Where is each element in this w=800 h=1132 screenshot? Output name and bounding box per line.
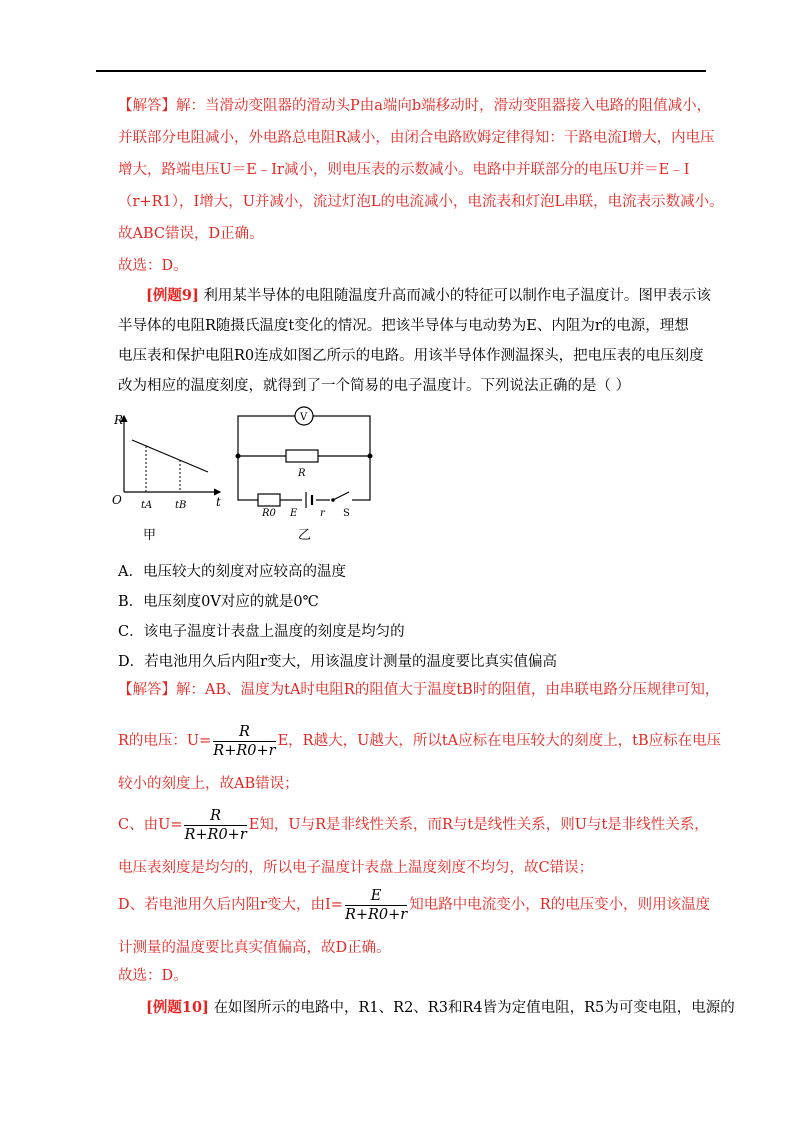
fraction-r-over-sum xyxy=(213,723,275,760)
answer1-line1: 【解答】解：当滑动变阻器的滑动头P由a端向b端移动时，滑动变阻器接入电路的阻值减小， xyxy=(118,98,712,114)
answer2-line6 xyxy=(118,884,710,926)
example9-line2: 半导体的电阻R随摄氏温度t变化的情况。把该半导体与电动势为E、内阻为r的电源，理想 xyxy=(118,318,689,334)
example10-tag: [例题10] xyxy=(146,999,209,1016)
option-d: D．若电池用久后内阻r变大，用该温度计测量的温度要比真实值偏高 xyxy=(118,654,558,670)
r-axis-label: R xyxy=(114,413,124,427)
example10-text1: 在如图所示的电路中，R1、R2、R3和R4皆为定值电阻，R5为可变电阻，电源的 xyxy=(213,1000,735,1016)
example9-line4: 改为相应的温度刻度，就得到了一个简易的电子温度计。下列说法正确的是（ ） xyxy=(118,378,631,394)
circuit-diagram xyxy=(230,404,380,519)
r-t-line xyxy=(132,440,208,472)
switch-label: S xyxy=(343,508,350,519)
emf-label: E xyxy=(290,508,298,519)
resistor-r-label: R xyxy=(298,468,306,479)
answer2-line2 xyxy=(118,720,721,762)
fraction-e-over-sum xyxy=(345,887,407,924)
fraction-denominator-3: R+R0+r xyxy=(344,906,408,923)
graph-r-vs-t xyxy=(110,410,230,530)
fraction-r-over-sum-2 xyxy=(184,807,246,844)
example9-tag: [例题9] xyxy=(146,287,199,304)
example9-line1 xyxy=(146,286,711,306)
answer2-line7: 计测量的温度要比真实值偏高，故D正确。 xyxy=(118,940,391,956)
answer2-line1: 【解答】解：AB、温度为tA时电阻R的阻值大于温度tB时的阻值，由串联电路分压规律可知， xyxy=(118,682,720,698)
option-c: C．该电子温度计表盘上温度的刻度是均匀的 xyxy=(118,624,405,640)
answer2-line5: 电压表刻度是均匀的，所以电子温度计表盘上温度刻度不均匀，故C错误； xyxy=(118,860,594,876)
answer2-line4-a: C、由U= xyxy=(118,817,183,833)
ta-label: tA xyxy=(141,500,153,511)
answer2-line2-b: E，R越大，U越大，所以tA应标在电压较大的刻度上，tB应标在电压 xyxy=(277,733,722,749)
answer1-line2: 并联部分电阻减小，外电路总电阻R减小，由闭合电路欧姆定律得知：干路电流I增大，内电压 xyxy=(118,130,715,146)
answer2-line4 xyxy=(118,804,709,846)
caption-jia: 甲 xyxy=(143,528,157,543)
junction-right xyxy=(368,454,373,459)
fraction-numerator-2: R xyxy=(184,807,246,826)
answer1-line4: （r+R1），I增大，U并减小，流过灯泡L的电流减小，电流表和灯泡L串联，电流表示数减小。 xyxy=(118,194,724,210)
header-rule xyxy=(96,70,706,72)
internal-r-label: r xyxy=(320,508,325,519)
answer2-line6-b: 知电路中电流变小，R的电压变小，则用该温度 xyxy=(409,897,711,913)
example10-line1 xyxy=(146,998,735,1018)
example9-line3: 电压表和保护电阻R0连成如图乙所示的电路。用该半导体作测温探头，把电压表的电压刻度 xyxy=(118,348,704,364)
voltmeter-label: V xyxy=(300,412,308,423)
answer2-line2-a: R的电压：U= xyxy=(118,733,212,749)
fraction-denominator: R+R0+r xyxy=(213,742,276,759)
option-a: A．电压较大的刻度对应较高的温度 xyxy=(118,564,346,580)
origin-label: O xyxy=(112,493,122,507)
answer2-line4-b: E知，U与R是非线性关系，而R与t是线性关系，则U与t是非线性关系， xyxy=(248,817,709,833)
caption-yi: 乙 xyxy=(298,528,312,543)
answer2-line6-a: D、若电池用久后内阻r变大，由I= xyxy=(118,897,343,913)
resistor-r0-label: R0 xyxy=(262,508,276,519)
fraction-denominator-2: R+R0+r xyxy=(184,826,247,843)
answer1-choice: 故选：D。 xyxy=(118,258,188,274)
t-axis-label: t xyxy=(216,495,221,509)
resistor-r0 xyxy=(258,494,280,506)
tb-label: tB xyxy=(175,500,187,511)
example9-text1: 利用某半导体的电阻随温度升高而减小的特征可以制作电子温度计。图甲表示该 xyxy=(203,288,711,304)
option-b: B．电压刻度0V对应的就是0℃ xyxy=(118,594,319,610)
answer1-line3: 增大，路端电压U＝E﹣Ir减小，则电压表的示数减小。电路中并联部分的电压U并＝E﹣I xyxy=(118,162,690,178)
resistor-r xyxy=(286,450,318,462)
junction-left xyxy=(236,454,241,459)
fraction-numerator-3: E xyxy=(345,887,407,906)
answer2-line3: 较小的刻度上，故AB错误； xyxy=(118,776,299,792)
answer2-choice: 故选：D。 xyxy=(118,968,188,984)
answer1-line5: 故ABC错误，D正确。 xyxy=(118,226,264,242)
fraction-numerator: R xyxy=(213,723,275,742)
